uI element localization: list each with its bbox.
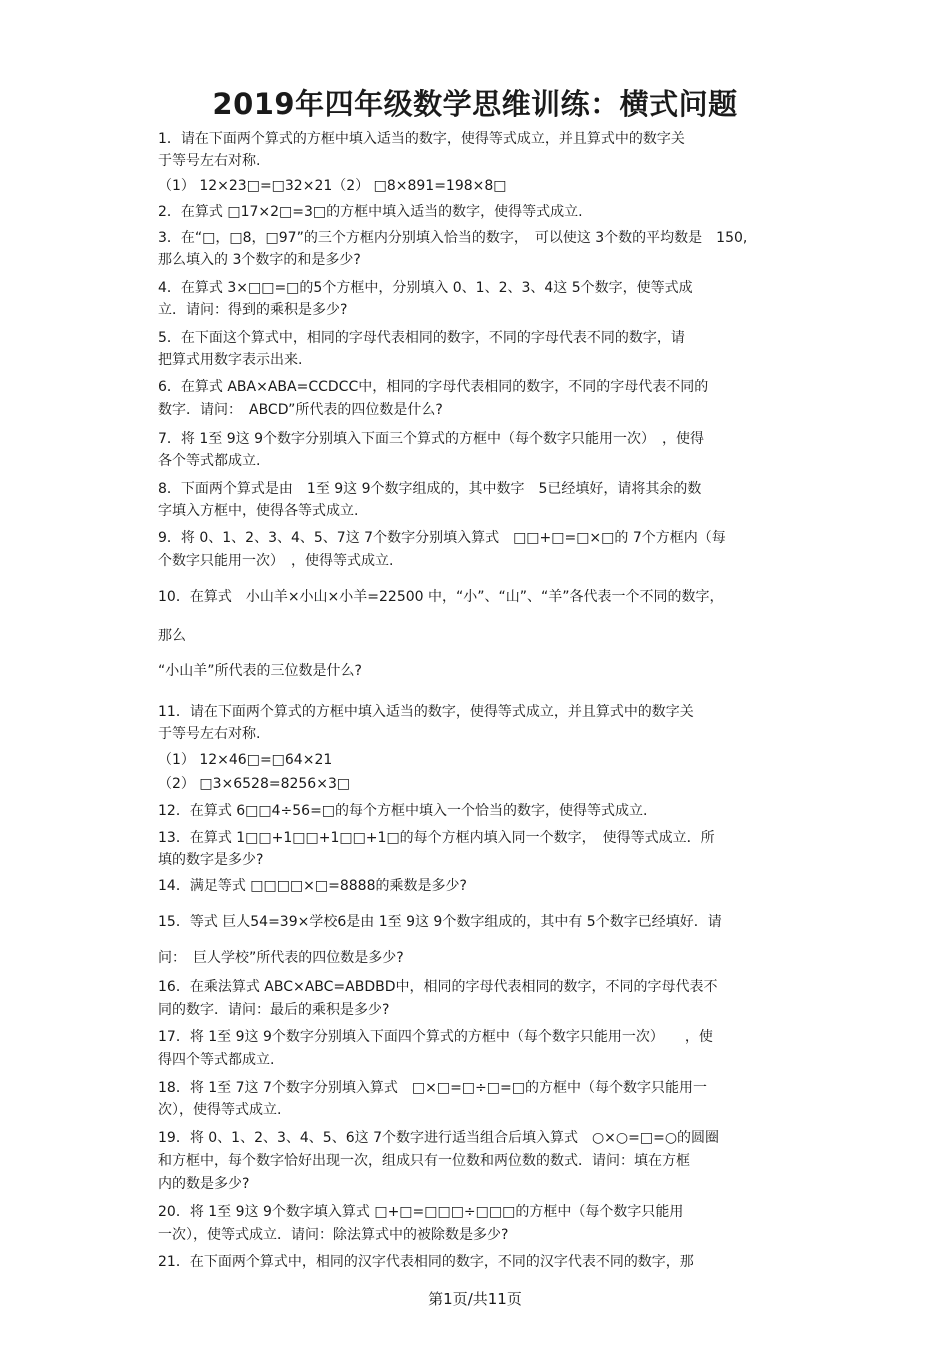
text-line: 17．将 1至 9这 9个数字分别填入下面四个算式的方框中（每个数字只能用一次） ，使 — [158, 1029, 713, 1045]
text-line: 填的数字是多少? — [158, 852, 264, 868]
text-line: 内的数是多少? — [158, 1176, 250, 1192]
text-line: 同的数字．请问：最后的乘积是多少? — [158, 1002, 390, 1018]
text-line: 2．在算式 □17×2□=3□的方框中填入适当的数字，使得等式成立. — [158, 204, 583, 220]
text-line: （1） 12×46□=□64×21 — [158, 752, 333, 768]
text-line: 1．请在下面两个算式的方框中填入适当的数字，使得等式成立，并且算式中的数字关 — [158, 131, 685, 147]
text-line: 把算式用数字表示出来. — [158, 352, 303, 368]
text-line: 个数字只能用一次） ，使得等式成立. — [158, 553, 394, 569]
text-line: 4．在算式 3×□□=□的5个方框中，分别填入 0、1、2、3、4这 5个数字，使等式成 — [158, 280, 693, 296]
text-line: 于等号左右对称. — [158, 726, 261, 742]
text-line: 9．将 0、1、2、3、4、5、7这 7个数字分别填入算式 □□+□=□×□的 7个方框内（每 — [158, 530, 726, 546]
text-line: 10．在算式 小山羊×小山×小羊=22500 中，“小”、“山”、“羊”各代表一个不同的数字， — [158, 589, 724, 605]
text-line: 13．在算式 1□□+1□□+1□□+1□的每个方框内填入同一个数字， 使得等式成立．所 — [158, 830, 715, 846]
text-line: 数字．请问： ABCD”所代表的四位数是什么? — [158, 402, 443, 418]
text-line: 3．在“□，□8，□97”的三个方框内分别填入恰当的数字， 可以使这 3个数的平均数是 150, — [158, 230, 748, 246]
text-line: 15．等式 巨人54=39×学校6是由 1至 9这 9个数字组成的，其中有 5个数字已经填好．请 — [158, 914, 722, 930]
text-line: 14．满足等式 □□□□×□=8888的乘数是多少? — [158, 878, 467, 894]
text-line: 8．下面两个算式是由 1至 9这 9个数字组成的，其中数字 5已经填好，请将其余的数 — [158, 481, 702, 497]
text-line: 立．请问：得到的乘积是多少? — [158, 302, 348, 318]
text-line: 19．将 0、1、2、3、4、5、6这 7个数字进行适当组合后填入算式 ○×○=□=○的圆圈 — [158, 1130, 720, 1146]
text-line: “小山羊”所代表的三位数是什么? — [158, 663, 362, 679]
text-line: 次），使得等式成立. — [158, 1102, 282, 1118]
text-line: 一次），使等式成立．请问：除法算式中的被除数是多少? — [158, 1227, 509, 1243]
text-line: 6．在算式 ABA×ABA=CCDCC中，相同的字母代表相同的数字，不同的字母代表不同的 — [158, 379, 709, 395]
text-line: 12．在算式 6□□4÷56=□的每个方框中填入一个恰当的数字，使得等式成立. — [158, 803, 648, 819]
text-line: 问： 巨人学校”所代表的四位数是多少? — [158, 950, 404, 966]
text-line: 于等号左右对称. — [158, 153, 261, 169]
text-line: 7．将 1至 9这 9个数字分别填入下面三个算式的方框中（每个数字只能用一次） ，使得 — [158, 431, 704, 447]
text-line: 那么 — [158, 628, 186, 644]
page-title: 2019年四年级数学思维训练：横式问题 — [212, 87, 738, 121]
text-line: 21．在下面两个算式中，相同的汉字代表相同的数字，不同的汉字代表不同的数字，那 — [158, 1254, 694, 1270]
text-line: 16．在乘法算式 ABC×ABC=ABDBD中，相同的字母代表相同的数字，不同的字母代表不 — [158, 979, 718, 995]
text-line: 20．将 1至 9这 9个数字填入算式 □+□=□□□÷□□□的方框中（每个数字只能用 — [158, 1204, 684, 1220]
text-line: 得四个等式都成立. — [158, 1052, 275, 1068]
text-line: 各个等式都成立. — [158, 453, 261, 469]
text-line: 5．在下面这个算式中，相同的字母代表相同的数字，不同的字母代表不同的数字，请 — [158, 330, 685, 346]
text-line: （1） 12×23□=□32×21（2） □8×891=198×8□ — [158, 178, 507, 194]
text-line: 和方框中，每个数字恰好出现一次，组成只有一位数和两位数的数式．请问：填在方框 — [158, 1153, 690, 1169]
text-line: 那么填入的 3个数字的和是多少? — [158, 252, 361, 268]
text-line: 11．请在下面两个算式的方框中填入适当的数字，使得等式成立，并且算式中的数字关 — [158, 704, 694, 720]
text-line: （2） □3×6528=8256×3□ — [158, 776, 351, 792]
page-footer: 第1页/共11页 — [428, 1290, 522, 1308]
text-line: 18．将 1至 7这 7个数字分别填入算式 □×□=□÷□=□的方框中（每个数字只能用一 — [158, 1080, 707, 1096]
text-line: 字填入方框中，使得各等式成立. — [158, 503, 359, 519]
